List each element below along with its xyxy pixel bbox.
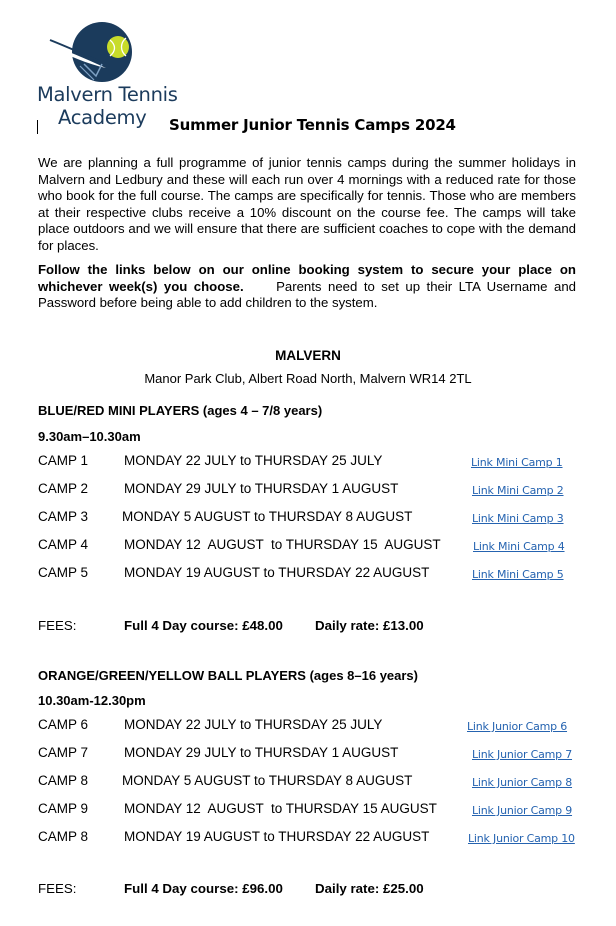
- camp-label: CAMP 5: [38, 565, 89, 580]
- mini-group-title: BLUE/RED MINI PLAYERS (ages 4 – 7/8 years): [38, 403, 323, 418]
- junior-group-time: 10.30am-12.30pm: [38, 693, 146, 708]
- booking-instruction: Follow the links below on our online booking system to secure your place on whichever week(s) you choose.: [38, 262, 576, 294]
- camp-dates: MONDAY 12 AUGUST to THURSDAY 15 AUGUST: [124, 537, 441, 552]
- camp-row: [0, 773, 616, 791]
- logo-text-line1: Malvern Tennis: [37, 83, 178, 106]
- camp-row: [0, 453, 616, 471]
- junior-camp-6-link[interactable]: Link Junior Camp 6: [467, 720, 568, 733]
- academy-logo-icon: [44, 20, 140, 82]
- camp-dates: MONDAY 5 AUGUST to THURSDAY 8 AUGUST: [122, 773, 413, 788]
- mini-camp-3-link[interactable]: Link Mini Camp 3: [472, 512, 564, 525]
- camp-label: CAMP 4: [38, 537, 89, 552]
- page-title: Summer Junior Tennis Camps 2024: [169, 116, 456, 134]
- venue-address: Manor Park Club, Albert Road North, Malvern WR14 2TL: [144, 371, 472, 386]
- camp-dates: MONDAY 29 JULY to THURSDAY 1 AUGUST: [124, 481, 399, 496]
- camp-label: CAMP 8: [38, 829, 89, 844]
- camp-dates: MONDAY 5 AUGUST to THURSDAY 8 AUGUST: [122, 509, 413, 524]
- fees-label: FEES:: [38, 881, 77, 896]
- camp-dates: MONDAY 12 AUGUST to THURSDAY 15 AUGUST: [124, 801, 437, 816]
- mini-group-time: 9.30am–10.30am: [38, 429, 141, 444]
- camp-dates: MONDAY 29 JULY to THURSDAY 1 AUGUST: [124, 745, 399, 760]
- fees-daily-rate: Daily rate: £25.00: [315, 881, 424, 896]
- camp-row: [0, 801, 616, 819]
- camp-dates: MONDAY 22 JULY to THURSDAY 25 JULY: [124, 717, 383, 732]
- camp-label: CAMP 1: [38, 453, 89, 468]
- junior-fees-row: [0, 881, 616, 899]
- camp-row: [0, 565, 616, 583]
- fees-daily-rate: Daily rate: £13.00: [315, 618, 424, 633]
- junior-group-title: ORANGE/GREEN/YELLOW BALL PLAYERS (ages 8–16 years): [38, 668, 418, 683]
- mini-fees-row: [0, 618, 616, 636]
- camp-label: CAMP 3: [38, 509, 89, 524]
- camp-label: CAMP 2: [38, 481, 89, 496]
- camp-label: CAMP 7: [38, 745, 89, 760]
- fees-label: FEES:: [38, 618, 77, 633]
- junior-camp-7-link[interactable]: Link Junior Camp 7: [472, 748, 573, 761]
- mini-camp-2-link[interactable]: Link Mini Camp 2: [472, 484, 564, 497]
- fees-full-course: Full 4 Day course: £48.00: [124, 618, 283, 633]
- intro-paragraph: We are planning a full programme of junior tennis camps during the summer holidays in Malvern and Ledbury and these will each run over 4 mornings with a reduced rate for those who book for the full course. The camps are specifically for tennis. Those who are members at their respective clubs receive a 10% discount on the course fee. The camps will take place outdoors and we will ensure that there are sufficient coaches to cope with the demand for places.: [38, 155, 576, 253]
- junior-camp-10-link[interactable]: Link Junior Camp 10: [468, 832, 575, 845]
- camp-label: CAMP 6: [38, 717, 89, 732]
- camp-dates: MONDAY 22 JULY to THURSDAY 25 JULY: [124, 453, 383, 468]
- mini-camp-4-link[interactable]: Link Mini Camp 4: [473, 540, 565, 553]
- logo-text-line2: Academy: [58, 106, 147, 129]
- mini-camp-5-link[interactable]: Link Mini Camp 5: [472, 568, 564, 581]
- camp-row: [0, 717, 616, 735]
- camp-label: CAMP 8: [38, 773, 89, 788]
- camp-row: [0, 509, 616, 527]
- booking-paragraph: [38, 262, 576, 312]
- camp-dates: MONDAY 19 AUGUST to THURSDAY 22 AUGUST: [124, 829, 430, 844]
- camp-label: CAMP 9: [38, 801, 89, 816]
- mini-camp-1-link[interactable]: Link Mini Camp 1: [471, 456, 563, 469]
- fees-full-course: Full 4 Day course: £96.00: [124, 881, 283, 896]
- junior-camp-8-link[interactable]: Link Junior Camp 8: [472, 776, 573, 789]
- camp-row: [0, 745, 616, 763]
- camp-row: [0, 829, 616, 847]
- venue-name: MALVERN: [275, 348, 341, 363]
- text-cursor: [37, 120, 38, 134]
- booking-note: Parents need to set up their LTA Username and Password before being able to add children to the system.: [38, 278, 576, 311]
- camp-dates: MONDAY 19 AUGUST to THURSDAY 22 AUGUST: [124, 565, 430, 580]
- junior-camp-9-link[interactable]: Link Junior Camp 9: [472, 804, 573, 817]
- camp-row: [0, 481, 616, 499]
- camp-row: [0, 537, 616, 555]
